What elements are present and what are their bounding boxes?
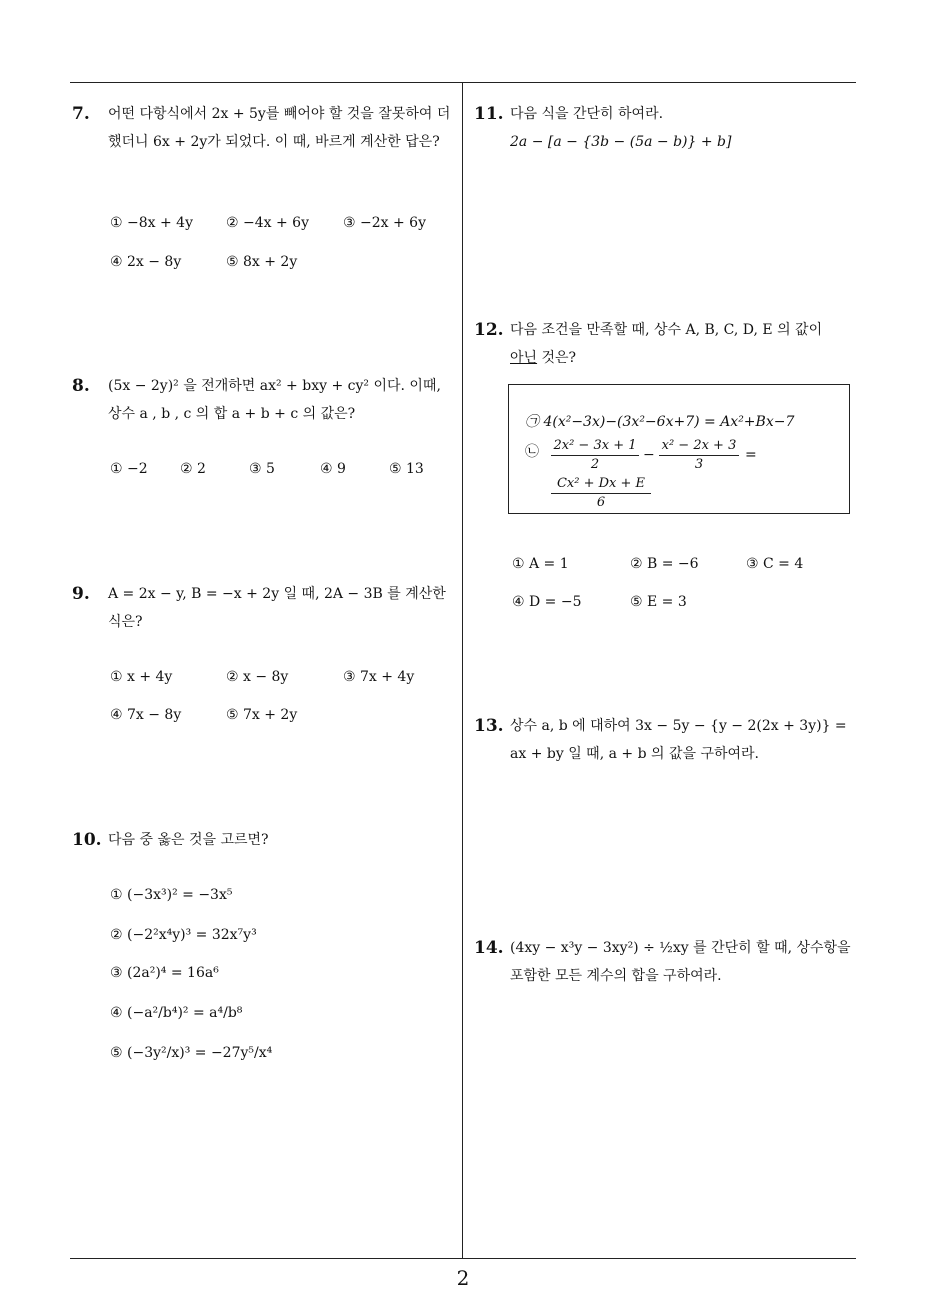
condition-1: ㉠ 4(x²−3x)−(3x²−6x+7) = Ax²+Bx−7 xyxy=(525,414,795,430)
bottom-rule xyxy=(70,1258,856,1259)
column-divider xyxy=(462,82,463,1258)
fraction-denominator: 6 xyxy=(596,495,606,510)
option-4[interactable]: ④ D = −5 xyxy=(512,594,582,610)
equals-sign: = xyxy=(745,447,757,463)
question-number: 9. xyxy=(72,584,90,604)
minus-sign: − xyxy=(643,447,655,463)
fraction-numerator: Cx² + Dx + E xyxy=(551,475,651,494)
question-text: A = 2x − y, B = −x + 2y 일 때, 2A − 3B 를 계산한 식은? xyxy=(108,586,446,630)
option-2[interactable]: ② 2 xyxy=(180,461,206,477)
option-3[interactable]: ③ (2a²)⁴ = 16a⁶ xyxy=(110,965,219,981)
question-text: 다음 식을 간단히 하여라. xyxy=(510,106,664,122)
fraction-1 xyxy=(551,437,639,474)
option-3[interactable]: ③ −2x + 6y xyxy=(343,215,426,231)
fraction-2 xyxy=(659,437,739,474)
question-text: (5x − 2y)² 을 전개하면 ax² + bxy + cy² 이다. 이때, 상수 a , b , c 의 합 a + b + c 의 값은? xyxy=(108,378,441,422)
question-9 xyxy=(72,580,457,636)
question-text xyxy=(510,316,859,372)
question-7 xyxy=(72,100,457,156)
question-text-part: 다음 조건을 만족할 때, 상수 A, B, C, D, E 의 값이 xyxy=(510,322,823,338)
fraction-numerator: 2x² − 3x + 1 xyxy=(551,437,639,456)
option-4[interactable]: ④ 2x − 8y xyxy=(110,254,182,270)
question-10 xyxy=(72,826,457,854)
question-number: 12. xyxy=(474,320,504,340)
question-text: 어떤 다항식에서 2x + 5y를 빼어야 할 것을 잘못하여 더했더니 6x + 2y가 되었다. 이 때, 바르게 계산한 답은? xyxy=(108,106,451,150)
option-3[interactable]: ③ 7x + 4y xyxy=(343,669,415,685)
condition-2 xyxy=(525,441,539,461)
page-number: 2 xyxy=(456,1266,470,1290)
question-13 xyxy=(474,712,859,768)
option-4[interactable]: ④ (−a²/b⁴)² = a⁴/b⁸ xyxy=(110,1005,243,1021)
question-number: 11. xyxy=(474,104,504,124)
condition-box xyxy=(508,384,850,514)
option-1[interactable]: ① (−3x³)² = −3x⁵ xyxy=(110,887,233,903)
question-text: 상수 a, b 에 대하여 3x − 5y − {y − 2(2x + 3y)} = ax + by 일 때, a + b 의 값을 구하여라. xyxy=(510,718,847,762)
question-number: 14. xyxy=(474,938,504,958)
question-number: 10. xyxy=(72,830,102,850)
question-expression: 2a − [a − {3b − (5a − b)} + b] xyxy=(510,134,732,150)
option-1[interactable]: ① −8x + 4y xyxy=(110,215,193,231)
question-8 xyxy=(72,372,457,428)
option-5[interactable]: ⑤ E = 3 xyxy=(630,594,687,610)
option-2[interactable]: ② B = −6 xyxy=(630,556,699,572)
question-text: (4xy − x³y − 3xy²) ÷ ½xy 를 간단히 할 때, 상수항을 포함한 모든 계수의 합을 구하여라. xyxy=(510,940,851,984)
option-5[interactable]: ⑤ 7x + 2y xyxy=(226,707,298,723)
fraction-denominator: 2 xyxy=(590,457,600,472)
option-3[interactable]: ③ C = 4 xyxy=(746,556,804,572)
question-12 xyxy=(474,316,859,372)
condition-2-label: ㉡ xyxy=(525,444,539,460)
question-11 xyxy=(474,100,859,156)
option-3[interactable]: ③ 5 xyxy=(249,461,275,477)
option-1[interactable]: ① A = 1 xyxy=(512,556,569,572)
top-rule xyxy=(70,82,856,83)
option-1[interactable]: ① x + 4y xyxy=(110,669,173,685)
fraction-3 xyxy=(551,475,651,512)
option-2[interactable]: ② x − 8y xyxy=(226,669,289,685)
question-14 xyxy=(474,934,859,990)
option-1[interactable]: ① −2 xyxy=(110,461,148,477)
underlined-word: 아닌 xyxy=(510,350,538,366)
fraction-numerator: x² − 2x + 3 xyxy=(659,437,739,456)
fraction-denominator: 3 xyxy=(694,457,704,472)
option-5[interactable]: ⑤ 13 xyxy=(389,461,424,477)
question-number: 13. xyxy=(474,716,504,736)
question-text-part: 것은? xyxy=(537,350,577,366)
question-number: 7. xyxy=(72,104,90,124)
option-5[interactable]: ⑤ 8x + 2y xyxy=(226,254,298,270)
option-2[interactable]: ② −4x + 6y xyxy=(226,215,309,231)
option-4[interactable]: ④ 7x − 8y xyxy=(110,707,182,723)
question-text: 다음 중 옳은 것을 고르면? xyxy=(108,832,269,848)
option-2[interactable]: ② (−2²x⁴y)³ = 32x⁷y³ xyxy=(110,927,257,943)
option-4[interactable]: ④ 9 xyxy=(320,461,346,477)
option-5[interactable]: ⑤ (−3y²/x)³ = −27y⁵/x⁴ xyxy=(110,1045,273,1061)
question-number: 8. xyxy=(72,376,90,396)
